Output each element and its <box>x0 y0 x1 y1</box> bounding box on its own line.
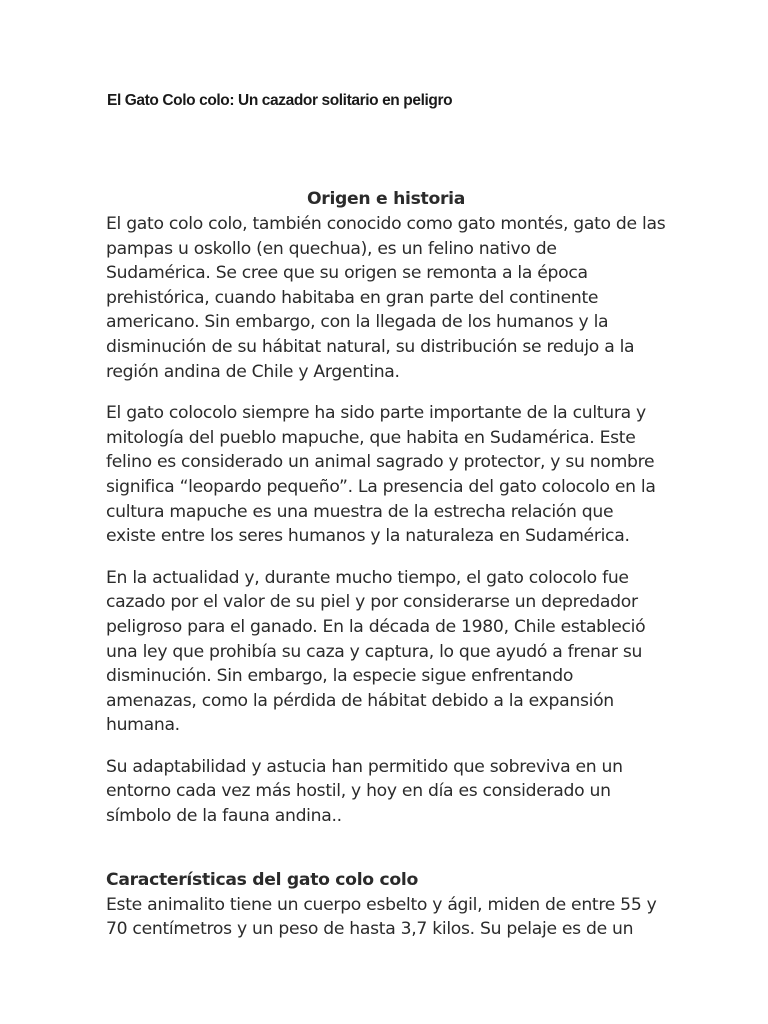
paragraph: Su adaptabilidad y astucia han permitido que sobreviva en un entorno cada vez más hostil, y hoy en día es considerado un símbolo de la fauna andina.. <box>106 756 623 827</box>
section-caracteristicas <box>106 867 666 942</box>
paragraph: Este animalito tiene un cuerpo esbelto y ágil, miden de entre 55 y 70 centímetros y un peso de hasta 3,7 kilos. Su pelaje es de un <box>106 894 657 940</box>
section-heading: Origen e historia <box>306 189 466 209</box>
document-body <box>106 186 666 942</box>
section-spacer <box>106 829 666 867</box>
section-origen-historia <box>106 186 666 829</box>
paragraph: El gato colocolo siempre ha sido parte importante de la cultura y mitología del pueblo mapuche, que habita en Sudamérica. Este felino es considerado un animal sagrado y protector, y su nombre significa “leopardo pequeño”. La presencia del gato colocolo en la cultura mapuche es una muestra de la estrecha relación que existe entre los seres humanos y la naturaleza en Sudamérica. <box>106 403 656 547</box>
paragraph: En la actualidad y, durante mucho tiempo, el gato colocolo fue cazado por el valor de su piel y por considerarse un depredador peligroso para el ganado. En la década de 1980, Chile estableció una ley que prohibía su caza y captura, lo que ayudó a frenar su disminución. Sin embargo, la especie sigue enfrentando amenazas, como la pérdida de hábitat debido a la expansión humana. <box>106 567 646 736</box>
section-heading: Características del gato colo colo <box>106 869 418 890</box>
paragraph: El gato colo colo, también conocido como gato montés, gato de las pampas u oskollo (en quechua), es un felino nativo de Sudamérica. Se cree que su origen se remonta a la época prehistórica, cuando habitaba en gran parte del continente americano. Sin embargo, con la llegada de los humanos y la disminución de su hábitat natural, su distribución se redujo a la región andina de Chile y Argentina. <box>106 214 666 382</box>
document-title: El Gato Colo colo: Un cazador solitario en peligro <box>107 92 453 109</box>
